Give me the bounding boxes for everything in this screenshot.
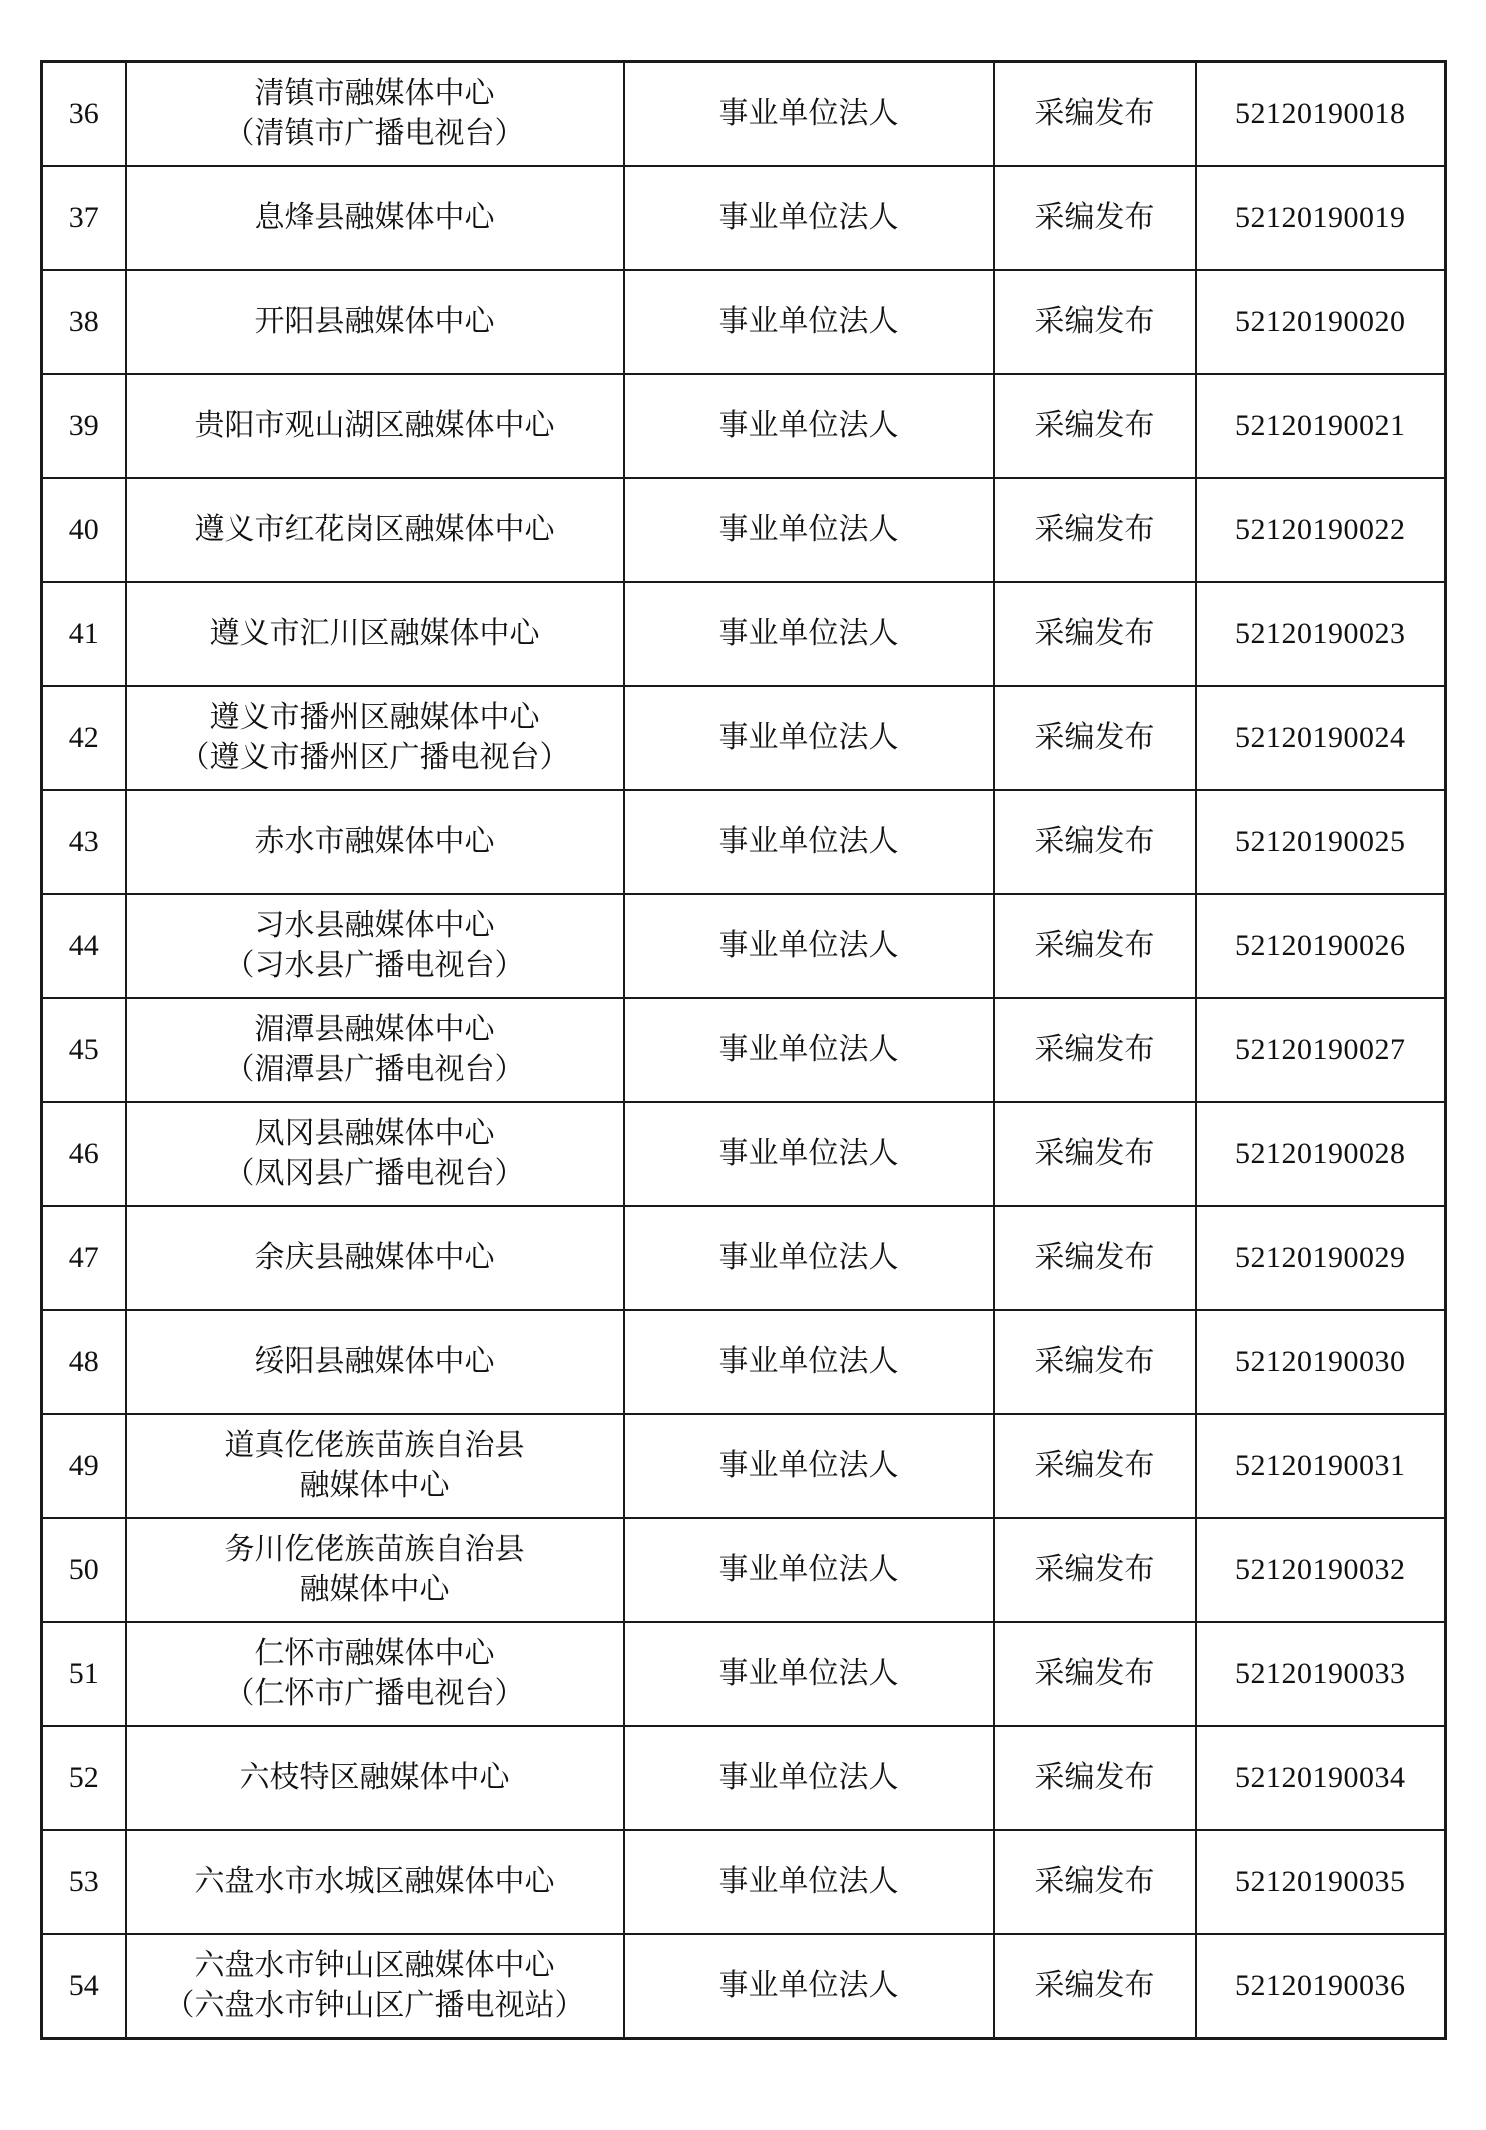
license-code-cell: 52120190022 — [1196, 478, 1446, 582]
row-number-cell: 49 — [42, 1414, 126, 1518]
legal-type-cell: 事业单位法人 — [624, 1102, 994, 1206]
service-scope-cell: 采编发布 — [994, 270, 1196, 374]
unit-name-line: 余庆县融媒体中心 — [254, 1240, 495, 1275]
row-number-cell: 37 — [42, 166, 126, 270]
license-code-cell: 52120190020 — [1196, 270, 1446, 374]
table-row — [42, 790, 1446, 894]
unit-name-cell — [126, 790, 624, 894]
unit-name-line: （遵义市播州区广播电视台） — [179, 740, 570, 775]
unit-name-cell — [126, 1726, 624, 1830]
unit-name-line: 习水县融媒体中心 — [254, 908, 495, 943]
unit-name-line: 清镇市融媒体中心 — [254, 76, 495, 111]
table-body — [42, 62, 1446, 2039]
row-number-cell: 51 — [42, 1622, 126, 1726]
unit-name-cell — [126, 166, 624, 270]
legal-type-cell: 事业单位法人 — [624, 582, 994, 686]
row-number-cell: 40 — [42, 478, 126, 582]
unit-name-line: 遵义市播州区融媒体中心 — [209, 700, 540, 735]
unit-name-cell — [126, 686, 624, 790]
table-row — [42, 166, 1446, 270]
unit-name-line: 仁怀市融媒体中心 — [254, 1636, 495, 1671]
row-number-cell: 46 — [42, 1102, 126, 1206]
legal-type-cell: 事业单位法人 — [624, 686, 994, 790]
unit-name-line: 贵阳市观山湖区融媒体中心 — [194, 408, 555, 443]
legal-type-cell: 事业单位法人 — [624, 894, 994, 998]
unit-name-line: （习水县广播电视台） — [224, 948, 525, 983]
license-code-cell: 52120190026 — [1196, 894, 1446, 998]
unit-name-cell — [126, 1414, 624, 1518]
service-scope-cell: 采编发布 — [994, 1726, 1196, 1830]
license-code-cell: 52120190019 — [1196, 166, 1446, 270]
service-scope-cell: 采编发布 — [994, 790, 1196, 894]
unit-name-line: 遵义市汇川区融媒体中心 — [209, 616, 540, 651]
unit-name-cell — [126, 1934, 624, 2039]
legal-type-cell: 事业单位法人 — [624, 1934, 994, 2039]
unit-name-cell — [126, 374, 624, 478]
legal-type-cell: 事业单位法人 — [624, 1518, 994, 1622]
row-number-cell: 52 — [42, 1726, 126, 1830]
license-code-cell: 52120190034 — [1196, 1726, 1446, 1830]
table-row — [42, 62, 1446, 167]
license-code-cell: 52120190030 — [1196, 1310, 1446, 1414]
license-code-cell: 52120190027 — [1196, 998, 1446, 1102]
license-code-cell: 52120190029 — [1196, 1206, 1446, 1310]
service-scope-cell: 采编发布 — [994, 166, 1196, 270]
row-number-cell: 48 — [42, 1310, 126, 1414]
service-scope-cell: 采编发布 — [994, 998, 1196, 1102]
table-row — [42, 1518, 1446, 1622]
row-number-cell: 42 — [42, 686, 126, 790]
service-scope-cell: 采编发布 — [994, 1934, 1196, 2039]
service-scope-cell: 采编发布 — [994, 1414, 1196, 1518]
unit-name-line: 务川仡佬族苗族自治县 — [224, 1532, 525, 1567]
license-code-cell: 52120190021 — [1196, 374, 1446, 478]
unit-name-line: 融媒体中心 — [299, 1468, 450, 1503]
row-number-cell: 45 — [42, 998, 126, 1102]
unit-name-line: （清镇市广播电视台） — [224, 116, 525, 151]
legal-type-cell: 事业单位法人 — [624, 478, 994, 582]
media-center-table — [40, 60, 1447, 2040]
license-code-cell: 52120190036 — [1196, 1934, 1446, 2039]
legal-type-cell: 事业单位法人 — [624, 62, 994, 167]
legal-type-cell: 事业单位法人 — [624, 166, 994, 270]
service-scope-cell: 采编发布 — [994, 374, 1196, 478]
unit-name-line: （六盘水市钟山区广播电视站） — [164, 1988, 585, 2023]
license-code-cell: 52120190031 — [1196, 1414, 1446, 1518]
legal-type-cell: 事业单位法人 — [624, 998, 994, 1102]
unit-name-line: 遵义市红花岗区融媒体中心 — [194, 512, 555, 547]
license-code-cell: 52120190023 — [1196, 582, 1446, 686]
unit-name-line: 赤水市融媒体中心 — [254, 824, 495, 859]
table-row — [42, 1102, 1446, 1206]
table-row — [42, 270, 1446, 374]
unit-name-cell — [126, 1830, 624, 1934]
unit-name-cell — [126, 478, 624, 582]
legal-type-cell: 事业单位法人 — [624, 1830, 994, 1934]
service-scope-cell: 采编发布 — [994, 582, 1196, 686]
license-code-cell: 52120190024 — [1196, 686, 1446, 790]
legal-type-cell: 事业单位法人 — [624, 1206, 994, 1310]
unit-name-line: （凤冈县广播电视台） — [224, 1156, 525, 1191]
table-row — [42, 582, 1446, 686]
unit-name-line: 息烽县融媒体中心 — [254, 200, 495, 235]
unit-name-line: 湄潭县融媒体中心 — [254, 1012, 495, 1047]
unit-name-cell — [126, 1310, 624, 1414]
table-row — [42, 1414, 1446, 1518]
service-scope-cell: 采编发布 — [994, 1206, 1196, 1310]
row-number-cell: 54 — [42, 1934, 126, 2039]
unit-name-line: （仁怀市广播电视台） — [224, 1676, 525, 1711]
legal-type-cell: 事业单位法人 — [624, 1414, 994, 1518]
service-scope-cell: 采编发布 — [994, 1310, 1196, 1414]
service-scope-cell: 采编发布 — [994, 1518, 1196, 1622]
unit-name-line: 绥阳县融媒体中心 — [254, 1344, 495, 1379]
service-scope-cell: 采编发布 — [994, 894, 1196, 998]
table-row — [42, 374, 1446, 478]
legal-type-cell: 事业单位法人 — [624, 270, 994, 374]
service-scope-cell: 采编发布 — [994, 1622, 1196, 1726]
row-number-cell: 53 — [42, 1830, 126, 1934]
table-row — [42, 1622, 1446, 1726]
table-row — [42, 998, 1446, 1102]
row-number-cell: 38 — [42, 270, 126, 374]
row-number-cell: 47 — [42, 1206, 126, 1310]
unit-name-cell — [126, 894, 624, 998]
unit-name-cell — [126, 62, 624, 167]
unit-name-line: 六盘水市钟山区融媒体中心 — [194, 1948, 555, 1983]
row-number-cell: 39 — [42, 374, 126, 478]
unit-name-cell — [126, 1102, 624, 1206]
row-number-cell: 41 — [42, 582, 126, 686]
service-scope-cell: 采编发布 — [994, 1102, 1196, 1206]
row-number-cell: 50 — [42, 1518, 126, 1622]
unit-name-line: 开阳县融媒体中心 — [254, 304, 495, 339]
legal-type-cell: 事业单位法人 — [624, 1310, 994, 1414]
legal-type-cell: 事业单位法人 — [624, 790, 994, 894]
table-row — [42, 1726, 1446, 1830]
unit-name-line: 道真仡佬族苗族自治县 — [224, 1428, 525, 1463]
unit-name-cell — [126, 1622, 624, 1726]
table-row — [42, 1934, 1446, 2039]
license-code-cell: 52120190032 — [1196, 1518, 1446, 1622]
service-scope-cell: 采编发布 — [994, 478, 1196, 582]
row-number-cell: 36 — [42, 62, 126, 167]
unit-name-line: 融媒体中心 — [299, 1572, 450, 1607]
license-code-cell: 52120190033 — [1196, 1622, 1446, 1726]
service-scope-cell: 采编发布 — [994, 686, 1196, 790]
license-code-cell: 52120190018 — [1196, 62, 1446, 167]
unit-name-line: （湄潭县广播电视台） — [224, 1052, 525, 1087]
row-number-cell: 44 — [42, 894, 126, 998]
license-code-cell: 52120190025 — [1196, 790, 1446, 894]
unit-name-cell — [126, 998, 624, 1102]
legal-type-cell: 事业单位法人 — [624, 1726, 994, 1830]
unit-name-cell — [126, 1206, 624, 1310]
service-scope-cell: 采编发布 — [994, 1830, 1196, 1934]
unit-name-cell — [126, 270, 624, 374]
table-row — [42, 894, 1446, 998]
table-row — [42, 686, 1446, 790]
legal-type-cell: 事业单位法人 — [624, 1622, 994, 1726]
table-row — [42, 1830, 1446, 1934]
service-scope-cell: 采编发布 — [994, 62, 1196, 167]
table-row — [42, 1206, 1446, 1310]
license-code-cell: 52120190028 — [1196, 1102, 1446, 1206]
unit-name-line: 六枝特区融媒体中心 — [239, 1760, 510, 1795]
table-row — [42, 1310, 1446, 1414]
unit-name-line: 凤冈县融媒体中心 — [254, 1116, 495, 1151]
license-code-cell: 52120190035 — [1196, 1830, 1446, 1934]
unit-name-cell — [126, 1518, 624, 1622]
row-number-cell: 43 — [42, 790, 126, 894]
table-row — [42, 478, 1446, 582]
unit-name-cell — [126, 582, 624, 686]
unit-name-line: 六盘水市水城区融媒体中心 — [194, 1864, 555, 1899]
legal-type-cell: 事业单位法人 — [624, 374, 994, 478]
